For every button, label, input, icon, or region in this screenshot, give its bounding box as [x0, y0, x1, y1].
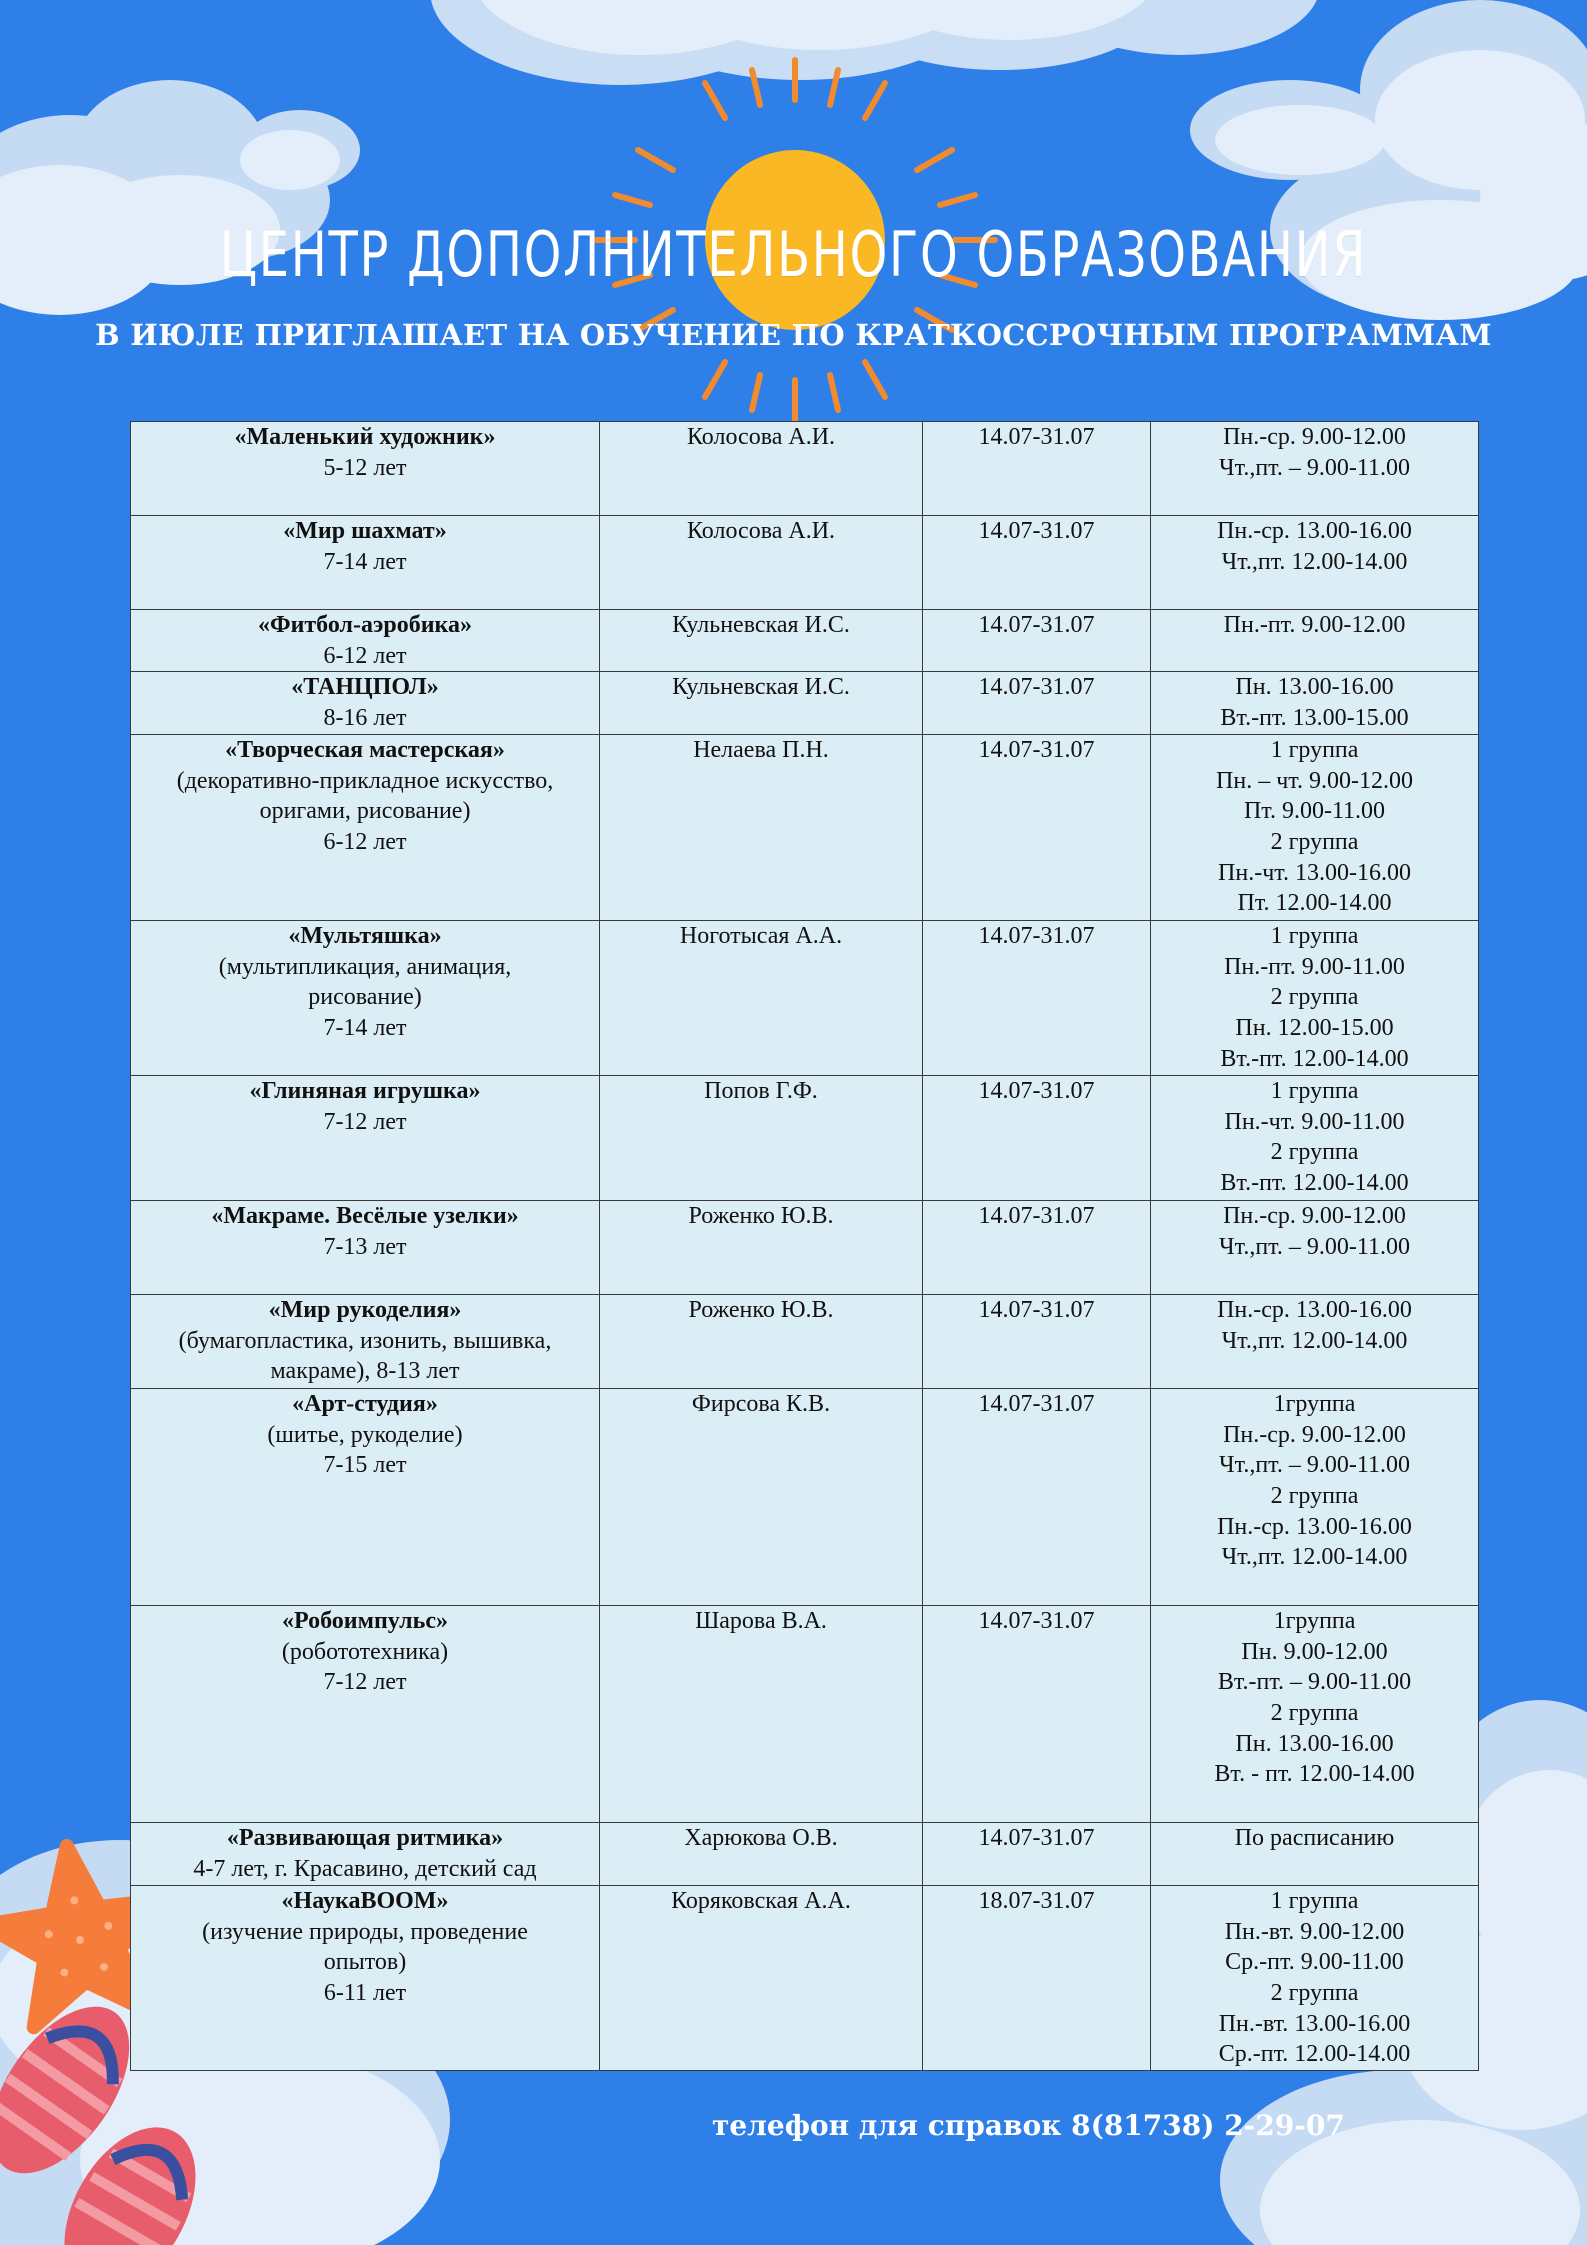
- table-row: [131, 1823, 1479, 1886]
- teacher-cell: Ноготысая А.А.: [600, 921, 923, 1076]
- dates-cell: 14.07-31.07: [923, 672, 1151, 735]
- dates-cell: 14.07-31.07: [923, 1295, 1151, 1389]
- program-description: (изучение природы, проведение: [202, 1918, 528, 1945]
- teacher-cell: Шарова В.А.: [600, 1606, 923, 1823]
- table-row: [131, 1295, 1479, 1389]
- schedule-line: Вт.-пт. 13.00-15.00: [1220, 704, 1409, 731]
- dates-cell: 14.07-31.07: [923, 422, 1151, 516]
- program-cell: [131, 1076, 600, 1201]
- program-cell: [131, 735, 600, 921]
- schedule-line: Пт. 9.00-11.00: [1243, 798, 1386, 825]
- schedule-cell: [1151, 1389, 1479, 1606]
- schedule-line: Вт.-пт. 12.00-14.00: [1220, 1045, 1409, 1072]
- schedule-line: Ср.-пт. 12.00-14.00: [1218, 2041, 1411, 2068]
- program-cell: [131, 1389, 600, 1606]
- program-description: 7-13 лет: [323, 1233, 407, 1260]
- schedule-cell: [1151, 1823, 1479, 1886]
- table-row: [131, 1606, 1479, 1823]
- schedule-line: Пн.-ср. 13.00-16.00: [1217, 1513, 1412, 1540]
- page-title: ЦЕНТР ДОПОЛНИТЕЛЬНОГО ОБРАЗОВАНИЯ: [219, 218, 1368, 291]
- schedule-line: Пн.-ср. 9.00-12.00: [1223, 1203, 1406, 1230]
- table-row: [131, 1201, 1479, 1295]
- program-description: (бумагопластика, изонить, вышивка,: [178, 1327, 552, 1354]
- schedule-line: 1 группа: [1270, 923, 1359, 950]
- program-cell: [131, 1606, 600, 1823]
- schedule-line: Пн. 13.00-16.00: [1235, 674, 1394, 701]
- schedule-line: Пн.-чт. 13.00-16.00: [1218, 859, 1411, 886]
- schedule-line: Пн. 9.00-12.00: [1241, 1638, 1388, 1665]
- program-description: 7-14 лет: [323, 1014, 407, 1041]
- dates-cell: 14.07-31.07: [923, 610, 1151, 672]
- program-description: оригами, рисование): [259, 798, 471, 825]
- dates-cell: 14.07-31.07: [923, 735, 1151, 921]
- program-cell: [131, 516, 600, 610]
- program-description: рисование): [308, 984, 422, 1011]
- schedule-line: 1 группа: [1270, 1888, 1359, 1915]
- dates-cell: 14.07-31.07: [923, 1201, 1151, 1295]
- schedule-cell: [1151, 1076, 1479, 1201]
- program-cell: [131, 921, 600, 1076]
- schedule-line: Пт. 12.00-14.00: [1237, 890, 1392, 917]
- schedule-line: По расписанию: [1234, 1825, 1395, 1852]
- schedule-line: 2 группа: [1270, 1482, 1359, 1509]
- program-description: 7-15 лет: [323, 1452, 407, 1479]
- dates-cell: 18.07-31.07: [923, 1886, 1151, 2071]
- dates-cell: 14.07-31.07: [923, 1823, 1151, 1886]
- schedule-line: 2 группа: [1270, 828, 1359, 855]
- schedule-line: Пн.-ср. 13.00-16.00: [1217, 518, 1412, 544]
- program-cell: [131, 422, 600, 516]
- schedule-line: 1 группа: [1270, 1078, 1359, 1105]
- schedule-line: Пн.-ср. 13.00-16.00: [1217, 1297, 1412, 1324]
- schedule-line: Пн. 12.00-15.00: [1235, 1014, 1394, 1041]
- table-row: [131, 735, 1479, 921]
- program-name: «Макраме. Весёлые узелки»: [211, 1203, 519, 1230]
- program-description: макраме), 8-13 лет: [270, 1358, 460, 1385]
- schedule-line: 2 группа: [1270, 1139, 1359, 1166]
- schedule-cell: [1151, 1201, 1479, 1295]
- program-cell: [131, 1201, 600, 1295]
- program-description: (робототехника): [281, 1638, 449, 1665]
- schedule-line: 2 группа: [1270, 984, 1359, 1011]
- program-cell: [131, 1886, 600, 2071]
- table-row: [131, 672, 1479, 735]
- teacher-cell: Кульневская И.С.: [600, 672, 923, 735]
- schedule-line: 2 группа: [1270, 1979, 1359, 2006]
- schedule-line: Пн.-вт. 13.00-16.00: [1218, 2010, 1411, 2037]
- program-description: 7-12 лет: [323, 1669, 407, 1696]
- dates-cell: 14.07-31.07: [923, 1606, 1151, 1823]
- schedule-line: Пн. 13.00-16.00: [1235, 1730, 1394, 1757]
- table-row: [131, 610, 1479, 672]
- program-description: (шитье, рукоделие): [267, 1421, 463, 1448]
- table-row: [131, 1076, 1479, 1201]
- program-name: «Мультяшка»: [288, 923, 442, 950]
- schedule-line: Ср.-пт. 9.00-11.00: [1225, 1949, 1404, 1976]
- dates-cell: 14.07-31.07: [923, 1076, 1151, 1201]
- teacher-cell: Коряковская А.А.: [600, 1886, 923, 2071]
- program-description: 6-12 лет: [323, 828, 407, 855]
- dates-cell: 14.07-31.07: [923, 1389, 1151, 1606]
- program-description: (декоративно-прикладное искусство,: [176, 767, 554, 794]
- table-row: [131, 422, 1479, 516]
- schedule-line: 1 группа: [1270, 737, 1359, 764]
- teacher-cell: Харюкова О.В.: [600, 1823, 923, 1886]
- teacher-cell: Попов Г.Ф.: [600, 1076, 923, 1201]
- schedule-line: Пн.-ср. 9.00-12.00: [1223, 424, 1406, 450]
- teacher-cell: Колосова А.И.: [600, 516, 923, 610]
- teacher-cell: Фирсова К.В.: [600, 1389, 923, 1606]
- program-name: «Глиняная игрушка»: [249, 1078, 481, 1105]
- schedule-cell: [1151, 1295, 1479, 1389]
- page-subtitle: В ИЮЛЕ ПРИГЛАШАЕТ НА ОБУЧЕНИЕ ПО КРАТКОССРОЧНЫМ ПРОГРАММАМ: [95, 318, 1492, 352]
- schedule-line: Пн.-чт. 9.00-11.00: [1224, 1108, 1405, 1135]
- program-name: «Арт-студия»: [292, 1391, 438, 1418]
- teacher-cell: Колосова А.И.: [600, 422, 923, 516]
- schedule-line: Вт.-пт. – 9.00-11.00: [1217, 1669, 1412, 1696]
- schedule-line: Пн.-ср. 9.00-12.00: [1223, 1421, 1406, 1448]
- teacher-cell: Нелаева П.Н.: [600, 735, 923, 921]
- programs-table: [130, 421, 1479, 2071]
- schedule-cell: [1151, 610, 1479, 672]
- teacher-cell: Роженко Ю.В.: [600, 1295, 923, 1389]
- schedule-line: Вт.-пт. 12.00-14.00: [1220, 1169, 1409, 1196]
- schedule-cell: [1151, 921, 1479, 1076]
- program-description: 8-16 лет: [323, 704, 407, 731]
- contact-phone: телефон для справок 8(81738) 2-29-07: [712, 2109, 1345, 2142]
- schedule-line: Пн.-вт. 9.00-12.00: [1224, 1918, 1405, 1945]
- teacher-cell: Роженко Ю.В.: [600, 1201, 923, 1295]
- program-description: 6-12 лет: [323, 642, 407, 669]
- program-name: «Мир шахмат»: [283, 518, 447, 544]
- program-name: «Творческая мастерская»: [225, 737, 505, 764]
- program-description: опытов): [323, 1949, 407, 1976]
- schedule-cell: [1151, 516, 1479, 610]
- schedule-line: 1группа: [1273, 1608, 1356, 1635]
- schedule-cell: [1151, 422, 1479, 516]
- program-name: «Развивающая ритмика»: [226, 1825, 504, 1852]
- program-name: «НаукаВООМ»: [281, 1888, 449, 1915]
- program-name: «Фитбол-аэробика»: [257, 612, 473, 638]
- program-cell: [131, 1823, 600, 1886]
- teacher-cell: Кульневская И.С.: [600, 610, 923, 672]
- schedule-cell: [1151, 672, 1479, 735]
- schedule-line: Чт.,пт. – 9.00-11.00: [1219, 1233, 1410, 1260]
- schedule-line: Пн.-пт. 9.00-12.00: [1223, 612, 1406, 638]
- schedule-cell: [1151, 1606, 1479, 1823]
- table-row: [131, 1886, 1479, 2071]
- dates-cell: 14.07-31.07: [923, 921, 1151, 1076]
- program-cell: [131, 610, 600, 672]
- program-description: 7-12 лет: [323, 1108, 407, 1135]
- schedule-line: Чт.,пт. 12.00-14.00: [1221, 548, 1408, 575]
- program-description: 6-11 лет: [323, 1979, 407, 2006]
- program-name: «Маленький художник»: [234, 424, 496, 450]
- schedule-line: 1группа: [1273, 1391, 1356, 1418]
- program-name: «Робоимпульс»: [282, 1608, 448, 1635]
- schedule-line: Чт.,пт. – 9.00-11.00: [1219, 1452, 1410, 1479]
- program-name: «Мир рукоделия»: [268, 1297, 462, 1324]
- program-description: 4-7 лет, г. Красавино, детский сад: [193, 1855, 537, 1882]
- schedule-line: 2 группа: [1270, 1699, 1359, 1726]
- table-row: [131, 516, 1479, 610]
- program-cell: [131, 1295, 600, 1389]
- dates-cell: 14.07-31.07: [923, 516, 1151, 610]
- table-row: [131, 1389, 1479, 1606]
- schedule-line: Чт.,пт. 12.00-14.00: [1221, 1327, 1408, 1354]
- table-row: [131, 921, 1479, 1076]
- schedule-line: Чт.,пт. 12.00-14.00: [1221, 1544, 1408, 1571]
- program-description: (мультипликация, анимация,: [218, 953, 512, 980]
- schedule-line: Чт.,пт. – 9.00-11.00: [1219, 454, 1410, 481]
- program-description: 5-12 лет: [323, 454, 407, 481]
- program-description: 7-14 лет: [323, 548, 407, 575]
- schedule-cell: [1151, 1886, 1479, 2071]
- program-cell: [131, 672, 600, 735]
- schedule-line: Пн. – чт. 9.00-12.00: [1216, 767, 1413, 794]
- schedule-line: Пн.-пт. 9.00-11.00: [1224, 953, 1405, 980]
- schedule-line: Вт. - пт. 12.00-14.00: [1214, 1761, 1415, 1788]
- program-name: «ТАНЦПОЛ»: [291, 674, 439, 701]
- schedule-cell: [1151, 735, 1479, 921]
